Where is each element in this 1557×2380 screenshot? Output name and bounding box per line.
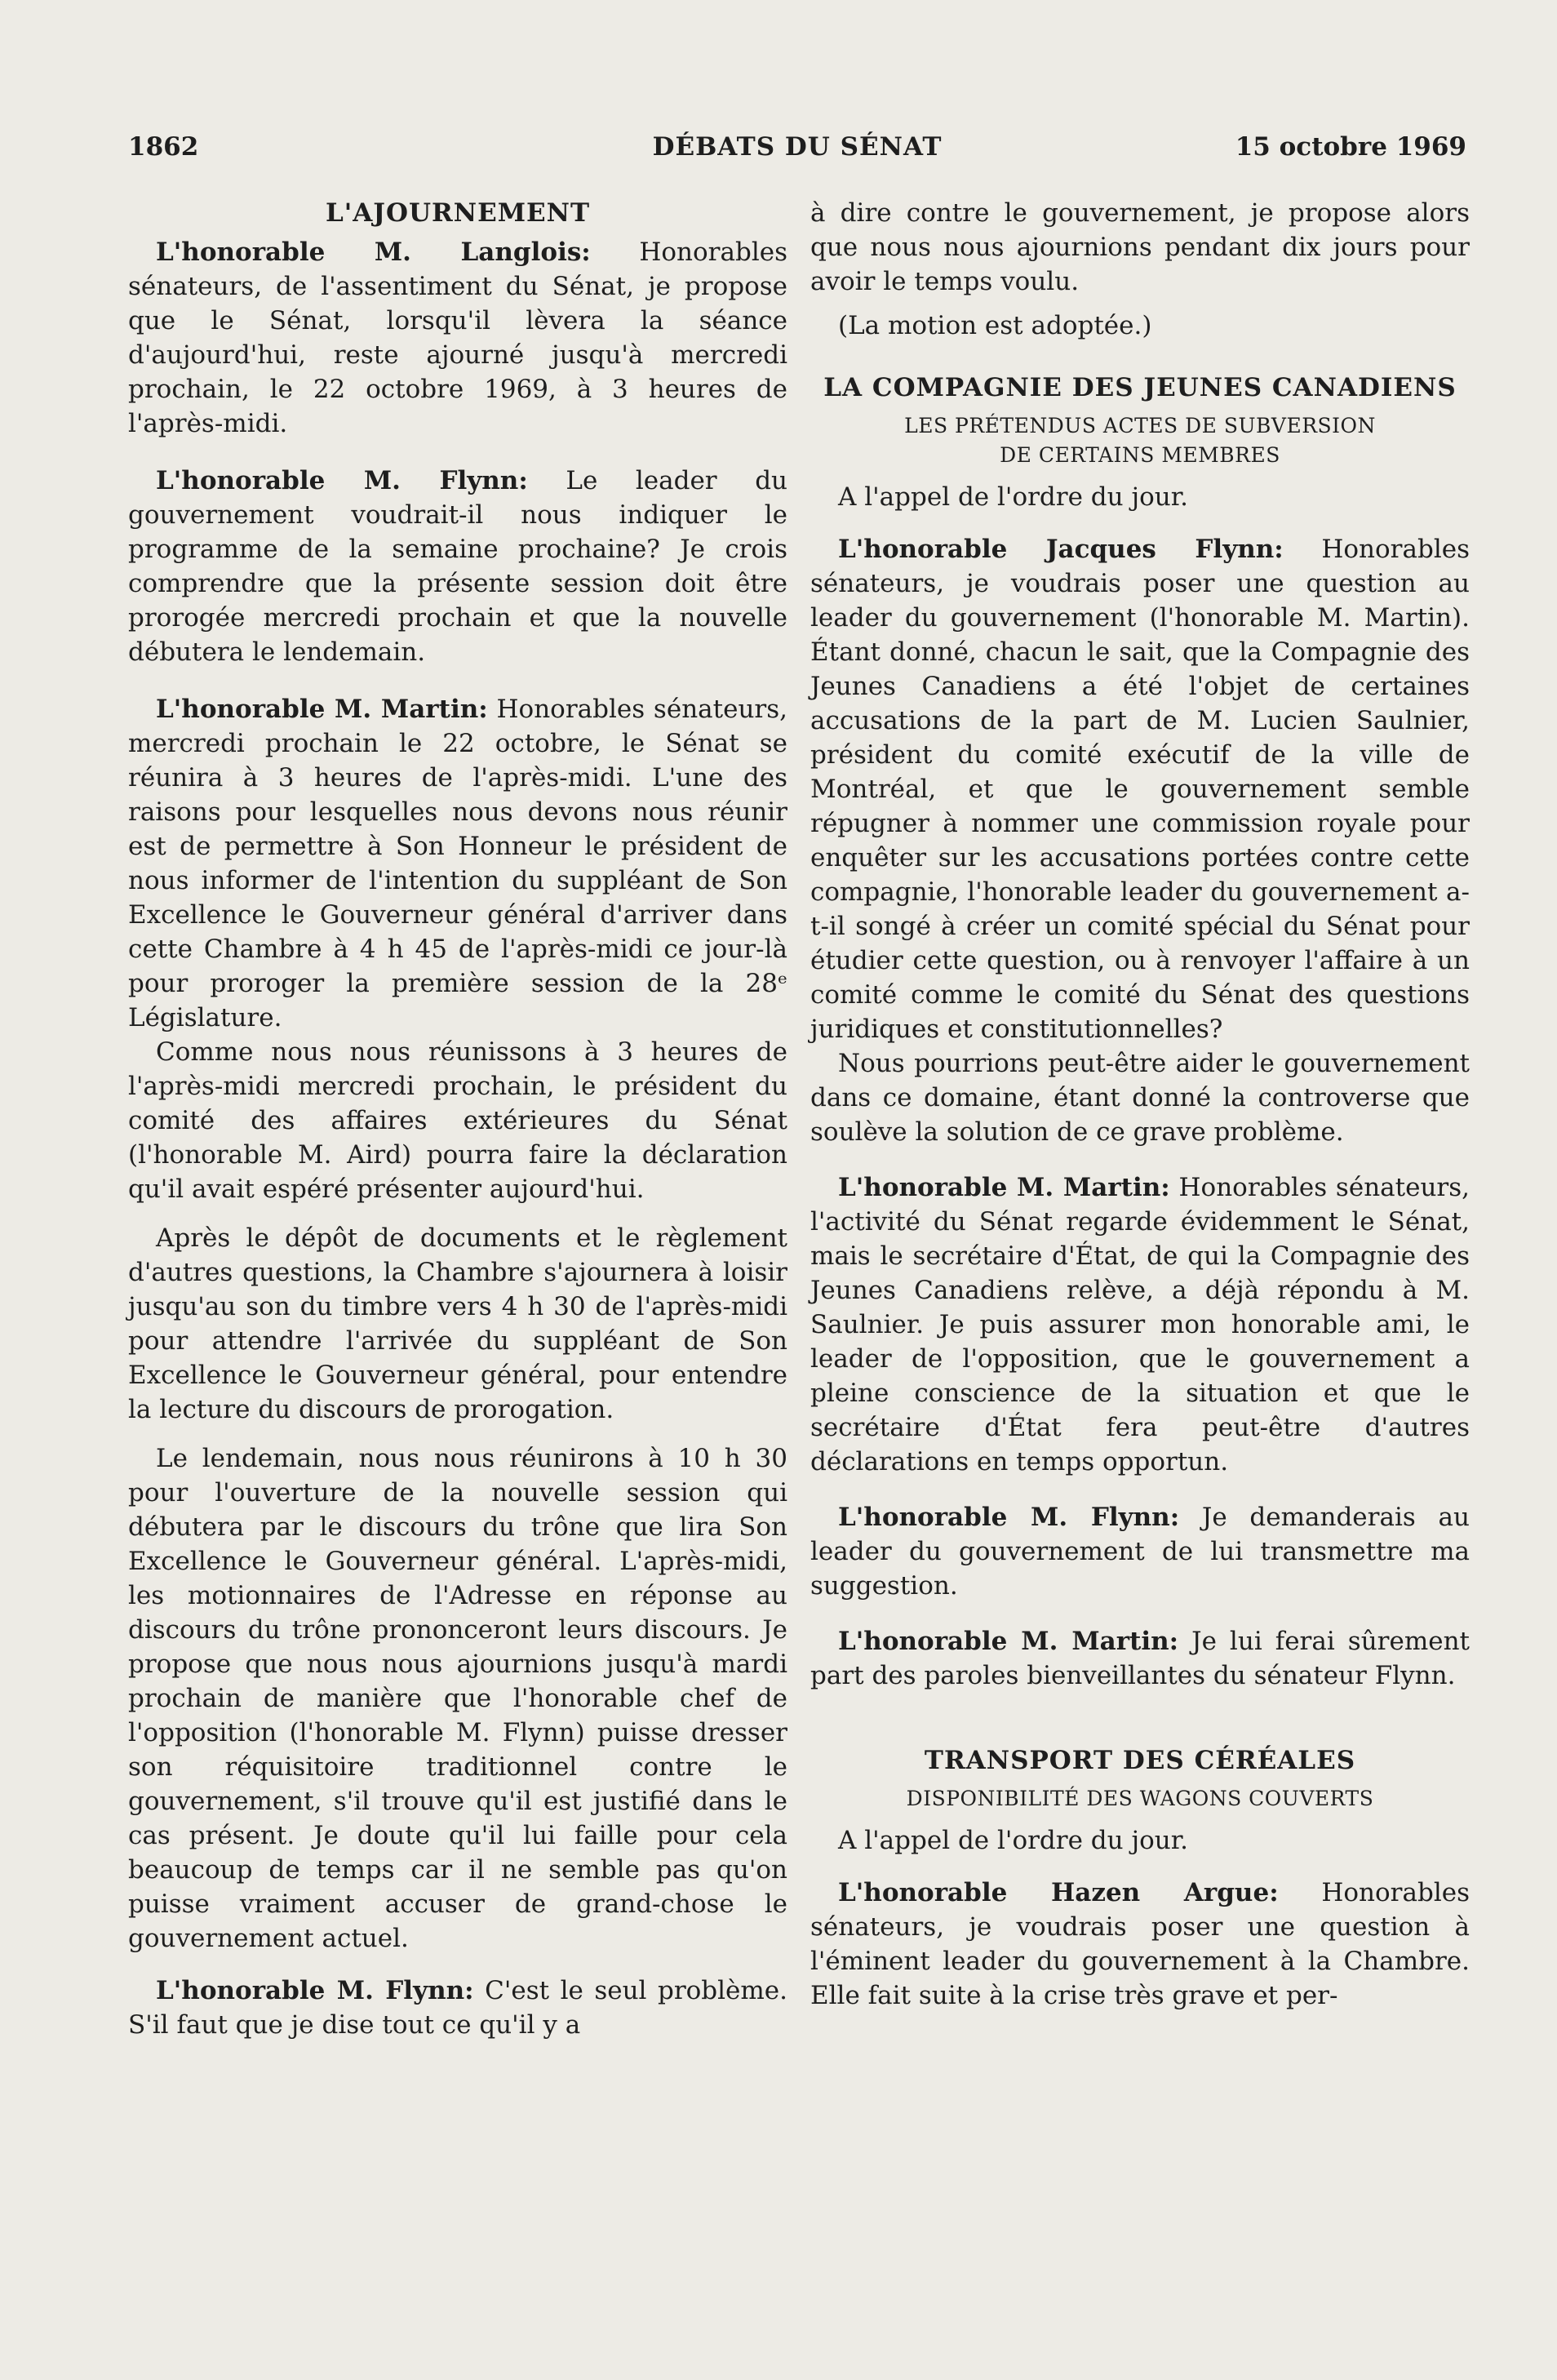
- order-of-day: A l'appel de l'ordre du jour.: [838, 482, 1188, 512]
- paragraph-text: Honorables sénateurs, l'activité du Sénat regarde évidemment le Sénat, mais le secrétaire d'État, de qui la Compagnie des Jeunes Canadiens relève, a déjà répondu à M. Saulnier. Je puis assurer mon honorable ami, le leader de l'opposition, que le gouvernement a pleine conscience de la situation et que le secrétaire d'État fera peut-être d'autres déclarations en temps opportun.: [810, 1173, 1470, 1476]
- paragraph: [810, 1500, 1470, 1603]
- order-of-day: A l'appel de l'ordre du jour.: [838, 1826, 1188, 1855]
- paragraph: [810, 1170, 1470, 1479]
- paragraph: Le lendemain, nous nous réunirons à 10 h 30 pour l'ouverture de la nouvelle session qui débutera par le discours du trône que lira Son Excellence le Gouverneur général. L'après-midi, les motionnaires de l'Adresse en réponse au discours du trône prononceront leurs discours. Je propose que nous nous ajournions jusqu'à mardi prochain de manière que l'honorable chef de l'opposition (l'honorable M. Flynn) puisse dresser son réquisitoire traditionnel contre le gouvernement, s'il trouve qu'il est justifié dans le cas présent. Je doute qu'il lui faille pour cela beaucoup de temps car il ne semble pas qu'on puisse vraiment accuser de grand-chose le gouvernement actuel.: [128, 1444, 787, 1953]
- paragraph-text: Honorables sénateurs, mercredi prochain le 22 octobre, le Sénat se réunira à 3 heures de l'après-midi. L'une des raisons pour lesquelles nous devons nous réunir est de permettre à Son Honneur le président de nous informer de l'intention du suppléant de Son Excellence le Gouverneur général d'arriver dans cette Chambre à 4 h 45 de l'après-midi ce jour-là pour proroger la première session de la 28ᵉ Législature.: [128, 695, 787, 1032]
- speaker-name: L'honorable M. Flynn:: [838, 1503, 1180, 1532]
- motion-result: (La motion est adoptée.): [838, 311, 1152, 340]
- paragraph: Nous pourrions peut-être aider le gouvernement dans ce domaine, étant donné la controverse que soulève la solution de ce grave problème.: [810, 1049, 1470, 1147]
- speaker-name: L'honorable M. Martin:: [838, 1627, 1179, 1656]
- speaker-name: L'honorable M. Martin:: [838, 1173, 1170, 1202]
- paragraph: Après le dépôt de documents et le règlement d'autres questions, la Chambre s'ajournera à loisir jusqu'au son du timbre vers 4 h 30 de l'après-midi pour attendre l'arrivée du suppléant de Son Excellence le Gouverneur général, pour entendre la lecture du discours de prorogation.: [128, 1223, 787, 1424]
- paragraph: [810, 1624, 1470, 1693]
- section-heading-ajournement: L'AJOURNEMENT: [325, 198, 591, 228]
- speaker-name: L'honorable M. Flynn:: [156, 466, 528, 495]
- speaker-name: L'honorable Hazen Argue:: [838, 1878, 1279, 1907]
- publication-date: 15 octobre 1969: [1235, 132, 1466, 162]
- paragraph: [128, 464, 787, 669]
- paragraph: [128, 235, 787, 441]
- speaker-name: L'honorable M. Flynn:: [156, 1976, 474, 2005]
- speaker-name: L'honorable M. Martin:: [156, 695, 488, 724]
- paragraph-text: Honorables sénateurs, je voudrais poser une question au leader du gouvernement (l'honorable M. Martin). Étant donné, chacun le sait, que la Compagnie des Jeunes Canadiens a été l'objet de certaines accusations de la part de M. Lucien Saulnier, président du comité exécutif de la ville de Montréal, et que le gouvernement semble répugner à nommer une commission royale pour enquêter sur les accusations portées contre cette compagnie, l'honorable leader du gouvernement a-t-il songé à créer un comité spécial du Sénat pour étudier cette question, ou à renvoyer l'affaire à un comité comme le comité du Sénat des questions juridiques et constitutionnelles?: [810, 535, 1470, 1044]
- paragraph: [810, 1876, 1470, 2013]
- paragraph-text: Honorables sénateurs, de l'assentiment du Sénat, je propose que le Sénat, lorsqu'il lèvera la séance d'aujourd'hui, reste ajourné jusqu'à mercredi prochain, le 22 octobre 1969, à 3 heures de l'après-midi.: [128, 238, 787, 438]
- paragraph: à dire contre le gouvernement, je propose alors que nous nous ajournions pendant dix jours pour avoir le temps voulu.: [810, 198, 1470, 296]
- paragraph-text: Le leader du gouvernement voudrait-il nous indiquer le programme de la semaine prochaine? Je crois comprendre que la présente session doit être prorogée mercredi prochain et que la nouvelle débutera le lendemain.: [128, 466, 788, 667]
- paragraph-text: Je demanderais au leader du gouvernement de lui transmettre ma suggestion.: [810, 1503, 1470, 1601]
- subheading: DISPONIBILITÉ DES WAGONS COUVERTS: [906, 1787, 1374, 1810]
- subheading: LES PRÉTENDUS ACTES DE SUBVERSION: [904, 414, 1376, 437]
- paragraph-text: Je lui ferai sûrement part des paroles bienveillantes du sénateur Flynn.: [810, 1627, 1470, 1690]
- paragraph-text: C'est le seul problème. S'il faut que je dise tout ce qu'il y a: [128, 1976, 787, 2040]
- section-heading-compagnie: LA COMPAGNIE DES JEUNES CANADIENS: [823, 373, 1457, 402]
- paragraph: [128, 1974, 787, 2042]
- speaker-name: L'honorable M. Langlois:: [156, 238, 591, 267]
- paragraph-text: Honorables sénateurs, je voudrais poser une question à l'éminent leader du gouvernement à la Chambre. Elle fait suite à la crise très grave et per-: [810, 1878, 1470, 2010]
- left-column: [128, 196, 787, 2042]
- speaker-name: L'honorable Jacques Flynn:: [838, 535, 1284, 564]
- section-heading-cereales: TRANSPORT DES CÉRÉALES: [924, 1746, 1356, 1775]
- paragraph: Comme nous nous réunissons à 3 heures de l'après-midi mercredi prochain, le président du comité des affaires extérieures du Sénat (l'honorable M. Aird) pourra faire la déclaration qu'il avait espéré présenter aujourd'hui.: [128, 1037, 787, 1204]
- page-number: 1862: [128, 132, 199, 162]
- right-column: [810, 196, 1470, 2013]
- running-head: [128, 132, 1466, 165]
- subheading: DE CERTAINS MEMBRES: [1000, 443, 1280, 467]
- paragraph: [128, 692, 787, 1035]
- publication-title: DÉBATS DU SÉNAT: [652, 132, 943, 162]
- paragraph: [810, 532, 1470, 1046]
